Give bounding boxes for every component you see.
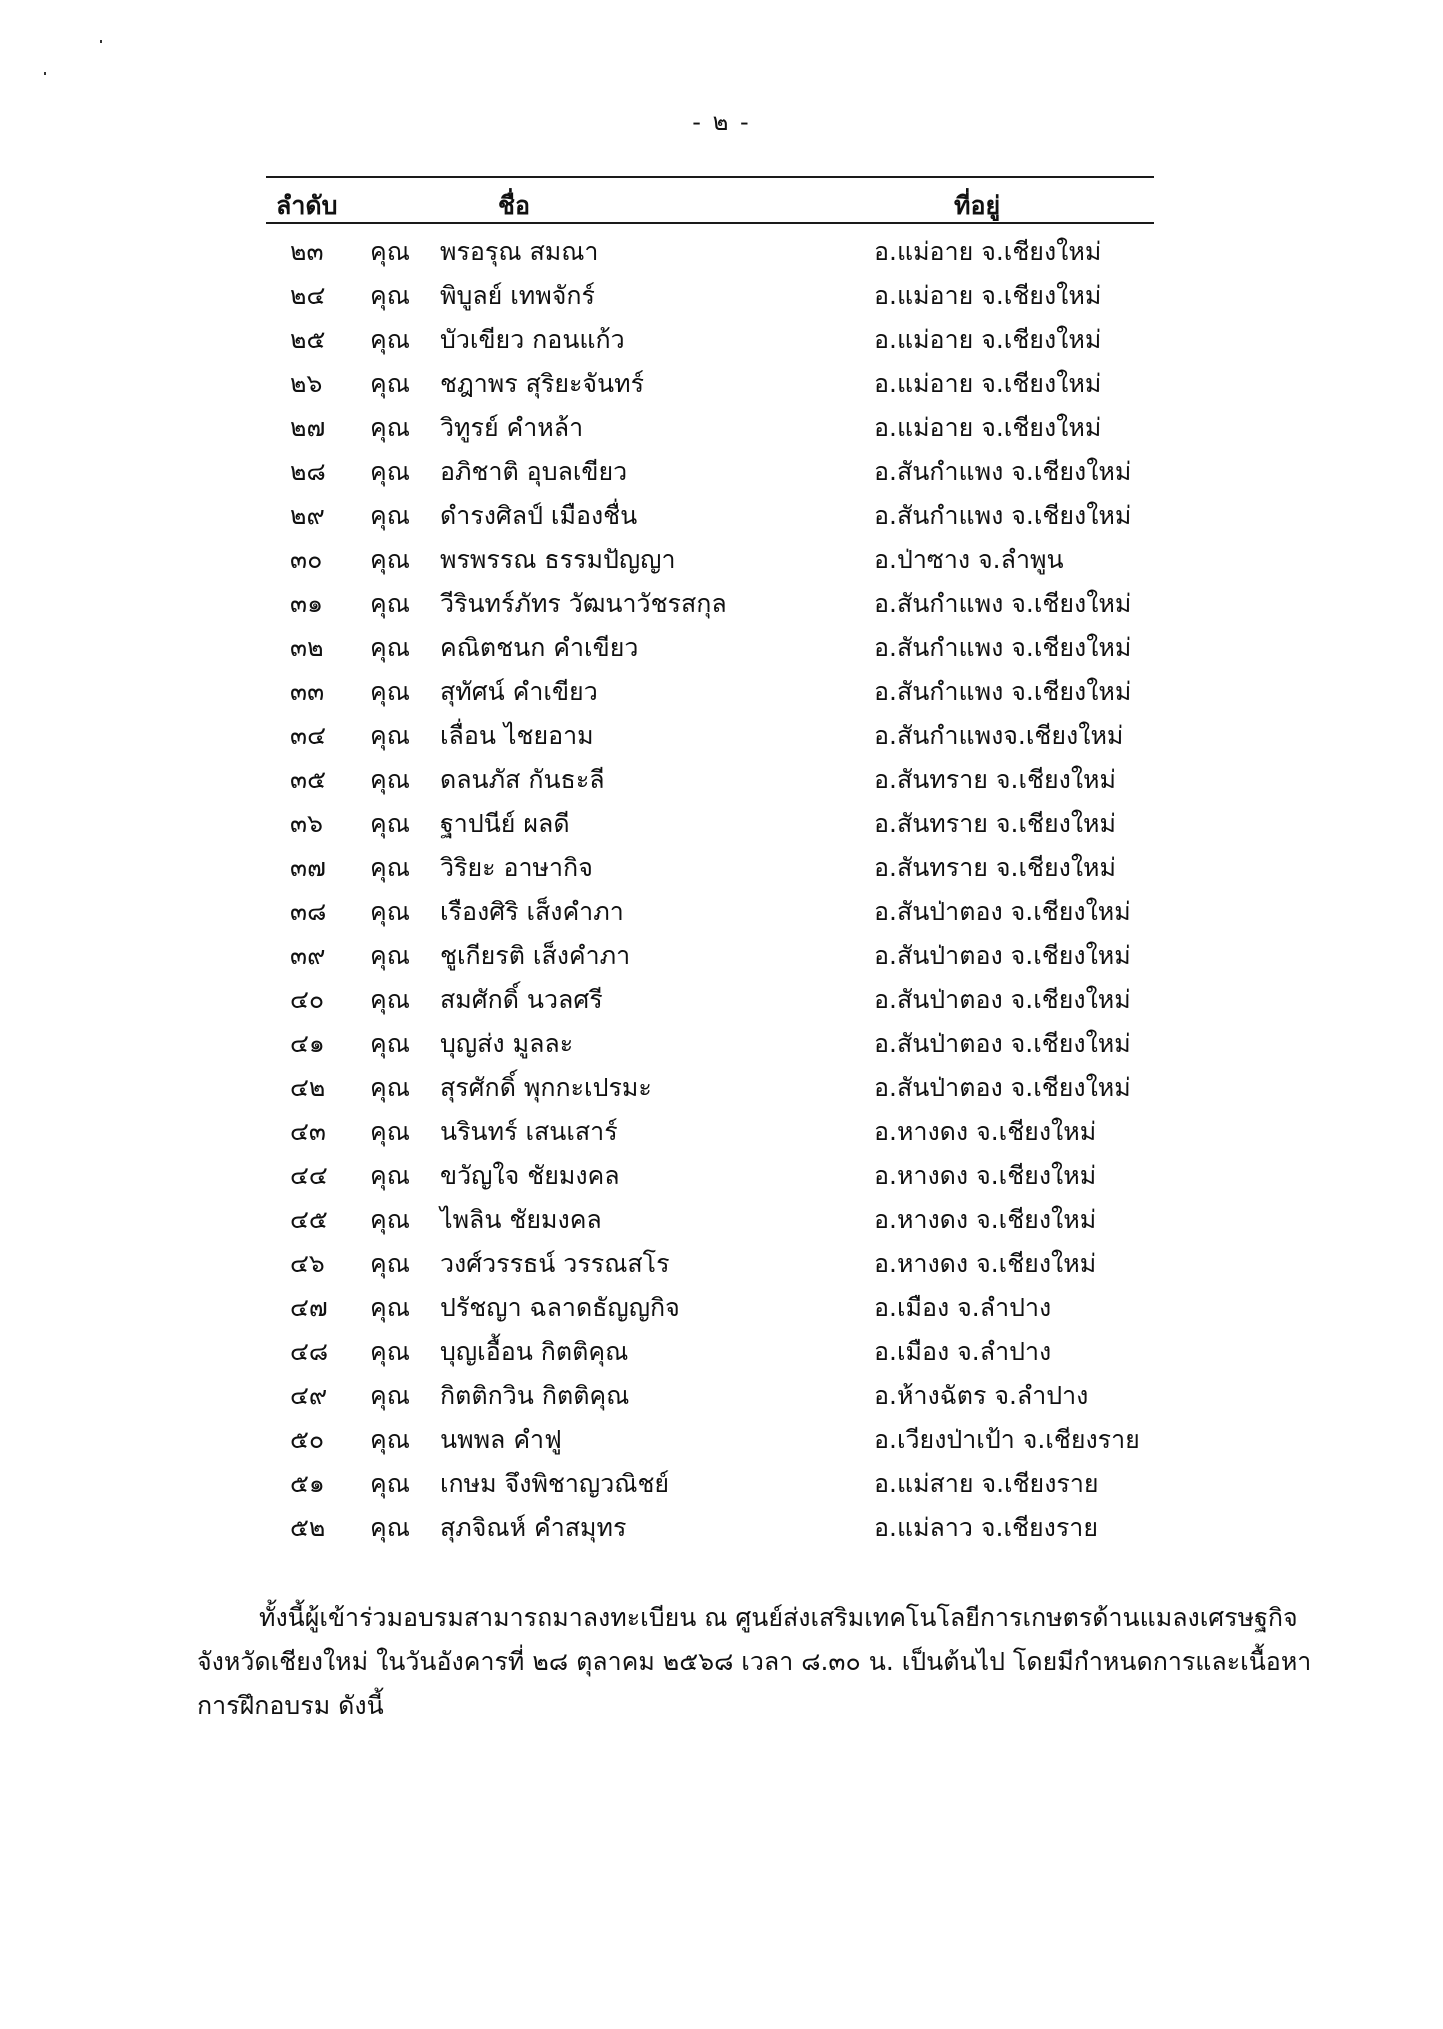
- row-title: คุณ: [370, 1469, 410, 1498]
- row-title: คุณ: [370, 633, 410, 662]
- row-name: สุภจิณห์ คำสมุทร: [440, 1513, 627, 1542]
- row-number: ๓๒: [290, 633, 324, 662]
- row-name: บุญเอื้อน กิตติคุณ: [440, 1337, 629, 1366]
- row-number: ๓๗: [290, 853, 326, 882]
- row-number: ๕๒: [290, 1513, 326, 1542]
- row-address: อ.หางดง จ.เชียงใหม่: [874, 1205, 1097, 1234]
- row-address: อ.แม่สาย จ.เชียงราย: [874, 1469, 1099, 1498]
- row-title: คุณ: [370, 501, 410, 530]
- participant-table: [266, 176, 1154, 1548]
- row-name: วิทูรย์ คำหล้า: [440, 413, 584, 442]
- table-row: [266, 536, 1154, 580]
- scan-speck: [100, 40, 102, 43]
- row-name: กิตติกวิน กิตติคุณ: [440, 1381, 630, 1410]
- table-row: [266, 976, 1154, 1020]
- row-title: คุณ: [370, 369, 410, 398]
- row-title: คุณ: [370, 1029, 410, 1058]
- table-row: [266, 404, 1154, 448]
- row-number: ๓๔: [290, 721, 327, 750]
- paragraph-line: การฝึกอบรม ดังนี้: [197, 1691, 384, 1720]
- table-row: [266, 448, 1154, 492]
- row-name: พิบูลย์ เทพจักร์: [440, 281, 595, 310]
- row-title: คุณ: [370, 545, 410, 574]
- table-row: [266, 1328, 1154, 1372]
- row-title: คุณ: [370, 809, 410, 838]
- row-address: อ.แม่อาย จ.เชียงใหม่: [874, 369, 1102, 398]
- row-number: ๕๑: [290, 1469, 325, 1498]
- row-address: อ.ห้างฉัตร จ.ลำปาง: [874, 1381, 1089, 1410]
- table-row: [266, 1372, 1154, 1416]
- row-address: อ.สันกำแพง จ.เชียงใหม่: [874, 501, 1132, 530]
- row-title: คุณ: [370, 721, 410, 750]
- table-body: [266, 228, 1154, 1548]
- row-title: คุณ: [370, 1161, 410, 1190]
- row-title: คุณ: [370, 1381, 410, 1410]
- row-address: อ.สันกำแพง จ.เชียงใหม่: [874, 677, 1132, 706]
- row-name: พรอรุณ สมณา: [440, 237, 599, 266]
- row-number: ๔๓: [290, 1117, 327, 1146]
- row-number: ๔๙: [290, 1381, 328, 1410]
- row-number: ๒๓: [290, 237, 324, 266]
- row-address: อ.สันกำแพง จ.เชียงใหม่: [874, 457, 1132, 486]
- row-title: คุณ: [370, 853, 410, 882]
- row-address: อ.แม่ลาว จ.เชียงราย: [874, 1513, 1098, 1542]
- row-title: คุณ: [370, 1337, 410, 1366]
- row-address: อ.หางดง จ.เชียงใหม่: [874, 1117, 1097, 1146]
- header-name: ชื่อ: [498, 191, 530, 220]
- row-title: คุณ: [370, 1073, 410, 1102]
- header-order: ลำดับ: [276, 191, 338, 220]
- row-title: คุณ: [370, 897, 410, 926]
- table-row: [266, 668, 1154, 712]
- row-title: คุณ: [370, 281, 410, 310]
- row-address: อ.สันป่าตอง จ.เชียงใหม่: [874, 941, 1131, 970]
- table-row: [266, 1152, 1154, 1196]
- row-title: คุณ: [370, 1293, 410, 1322]
- row-number: ๔๖: [290, 1249, 325, 1278]
- row-name: ดำรงศิลป์ เมืองชื่น: [440, 501, 638, 530]
- row-number: ๔๗: [290, 1293, 328, 1322]
- row-address: อ.หางดง จ.เชียงใหม่: [874, 1249, 1097, 1278]
- row-address: อ.สันป่าตอง จ.เชียงใหม่: [874, 985, 1131, 1014]
- row-number: ๓๕: [290, 765, 327, 794]
- row-name: อภิชาติ อุบลเขียว: [440, 457, 628, 486]
- row-number: ๔๕: [290, 1205, 328, 1234]
- row-name: เกษม จึงพิชาญวณิชย์: [440, 1469, 670, 1498]
- table-row: [266, 1020, 1154, 1064]
- row-name: สุรศักดิ์ พุกกะเปรมะ: [440, 1073, 652, 1102]
- row-number: ๔๒: [290, 1073, 326, 1102]
- row-address: อ.สันกำแพง จ.เชียงใหม่: [874, 589, 1132, 618]
- row-address: อ.สันทราย จ.เชียงใหม่: [874, 765, 1116, 794]
- scan-speck: [44, 72, 46, 75]
- row-name: นรินทร์ เสนเสาร์: [440, 1117, 618, 1146]
- row-name: บัวเขียว กอนแก้ว: [440, 325, 625, 354]
- row-title: คุณ: [370, 1117, 410, 1146]
- paragraph-line: ทั้งนี้ผู้เข้าร่วมอบรมสามารถมาลงทะเบียน ณ ศูนย์ส่งเสริมเทคโนโลยีการเกษตรด้านแมลงเศรษฐกิจ: [259, 1603, 1298, 1632]
- row-address: อ.สันกำแพง จ.เชียงใหม่: [874, 633, 1132, 662]
- row-title: คุณ: [370, 413, 410, 442]
- row-number: ๓๓: [290, 677, 325, 706]
- table-row: [266, 1460, 1154, 1504]
- table-row: [266, 932, 1154, 976]
- table-row: [266, 800, 1154, 844]
- row-number: ๒๔: [290, 281, 326, 310]
- table-row: [266, 1416, 1154, 1460]
- row-title: คุณ: [370, 325, 410, 354]
- row-name: ฐาปนีย์ ผลดี: [440, 809, 570, 838]
- table-header: [266, 178, 1154, 222]
- row-number: ๔๔: [290, 1161, 328, 1190]
- row-name: วีรินทร์ภัทร วัฒนาวัชรสกุล: [440, 589, 727, 618]
- table-row: [266, 360, 1154, 404]
- row-address: อ.สันป่าตอง จ.เชียงใหม่: [874, 1073, 1131, 1102]
- row-name: ดลนภัส กันธะลี: [440, 765, 605, 794]
- row-number: ๒๗: [290, 413, 326, 442]
- row-title: คุณ: [370, 1205, 410, 1234]
- table-header-rule: [266, 222, 1154, 224]
- row-name: ชฎาพร สุริยะจันทร์: [440, 369, 645, 398]
- row-number: ๕๐: [290, 1425, 325, 1454]
- row-title: คุณ: [370, 1249, 410, 1278]
- table-row: [266, 492, 1154, 536]
- table-row: [266, 1064, 1154, 1108]
- row-title: คุณ: [370, 941, 410, 970]
- row-address: อ.เมือง จ.ลำปาง: [874, 1337, 1052, 1366]
- registration-paragraph: [197, 1596, 1337, 1728]
- row-address: อ.สันทราย จ.เชียงใหม่: [874, 853, 1116, 882]
- row-number: ๒๘: [290, 457, 326, 486]
- row-address: อ.หางดง จ.เชียงใหม่: [874, 1161, 1097, 1190]
- row-title: คุณ: [370, 1425, 410, 1454]
- row-title: คุณ: [370, 457, 410, 486]
- row-name: คณิตชนก คำเขียว: [440, 633, 639, 662]
- row-address: อ.ป่าซาง จ.ลำพูน: [874, 545, 1064, 574]
- row-title: คุณ: [370, 985, 410, 1014]
- table-row: [266, 844, 1154, 888]
- row-number: ๓๙: [290, 941, 326, 970]
- row-name: วิริยะ อาษากิจ: [440, 853, 593, 882]
- row-number: ๔๘: [290, 1337, 329, 1366]
- row-address: อ.สันกำแพงจ.เชียงใหม่: [874, 721, 1124, 750]
- table-row: [266, 1284, 1154, 1328]
- row-address: อ.แม่อาย จ.เชียงใหม่: [874, 413, 1102, 442]
- row-name: สมศักดิ์ นวลศรี: [440, 985, 603, 1014]
- row-address: อ.แม่อาย จ.เชียงใหม่: [874, 237, 1102, 266]
- table-row: [266, 888, 1154, 932]
- row-name: ขวัญใจ ชัยมงคล: [440, 1161, 620, 1190]
- row-title: คุณ: [370, 677, 410, 706]
- row-title: คุณ: [370, 1513, 410, 1542]
- row-address: อ.แม่อาย จ.เชียงใหม่: [874, 281, 1102, 310]
- page-number: - ๒ -: [692, 108, 751, 136]
- table-row: [266, 580, 1154, 624]
- row-name: พรพรรณ ธรรมปัญญา: [440, 545, 676, 574]
- table-row: [266, 272, 1154, 316]
- row-name: บุญส่ง มูลละ: [440, 1029, 574, 1058]
- row-title: คุณ: [370, 589, 410, 618]
- row-name: นพพล คำฟู: [440, 1425, 562, 1454]
- table-row: [266, 624, 1154, 668]
- row-name: ชูเกียรติ เส็งคำภา: [440, 941, 631, 970]
- table-row: [266, 316, 1154, 360]
- row-address: อ.สันป่าตอง จ.เชียงใหม่: [874, 1029, 1131, 1058]
- row-number: ๔๑: [290, 1029, 325, 1058]
- row-address: อ.เมือง จ.ลำปาง: [874, 1293, 1052, 1322]
- table-row: [266, 1108, 1154, 1152]
- table-row: [266, 712, 1154, 756]
- row-name: เลื่อน ไชยอาม: [440, 721, 594, 750]
- row-number: ๓๘: [290, 897, 327, 926]
- row-name: วงศ์วรรธน์ วรรณสโร: [440, 1249, 670, 1278]
- table-row: [266, 756, 1154, 800]
- row-number: ๓๖: [290, 809, 323, 838]
- row-address: อ.สันป่าตอง จ.เชียงใหม่: [874, 897, 1131, 926]
- row-address: อ.แม่อาย จ.เชียงใหม่: [874, 325, 1102, 354]
- row-name: สุทัศน์ คำเขียว: [440, 677, 598, 706]
- row-title: คุณ: [370, 237, 410, 266]
- row-name: ปรัชญา ฉลาดธัญญกิจ: [440, 1293, 680, 1322]
- row-title: คุณ: [370, 765, 410, 794]
- header-address: ที่อยู่: [954, 191, 1001, 220]
- row-number: ๔๐: [290, 985, 325, 1014]
- table-row: [266, 228, 1154, 272]
- row-name: ไพลิน ชัยมงคล: [440, 1205, 602, 1234]
- row-number: ๒๖: [290, 369, 323, 398]
- row-number: ๒๙: [290, 501, 325, 530]
- table-row: [266, 1504, 1154, 1548]
- row-name: เรืองศิริ เส็งคำภา: [440, 897, 624, 926]
- row-number: ๓๑: [290, 589, 323, 618]
- table-row: [266, 1240, 1154, 1284]
- row-number: ๒๕: [290, 325, 326, 354]
- paragraph-line: จังหวัดเชียงใหม่ ในวันอังคารที่ ๒๘ ตุลาคม ๒๕๖๘ เวลา ๘.๓๐ น. เป็นต้นไป โดยมีกำหนดการและเนื้อหา: [197, 1647, 1312, 1676]
- row-number: ๓๐: [290, 545, 323, 574]
- row-address: อ.เวียงป่าเป้า จ.เชียงราย: [874, 1425, 1140, 1454]
- row-address: อ.สันทราย จ.เชียงใหม่: [874, 809, 1116, 838]
- table-row: [266, 1196, 1154, 1240]
